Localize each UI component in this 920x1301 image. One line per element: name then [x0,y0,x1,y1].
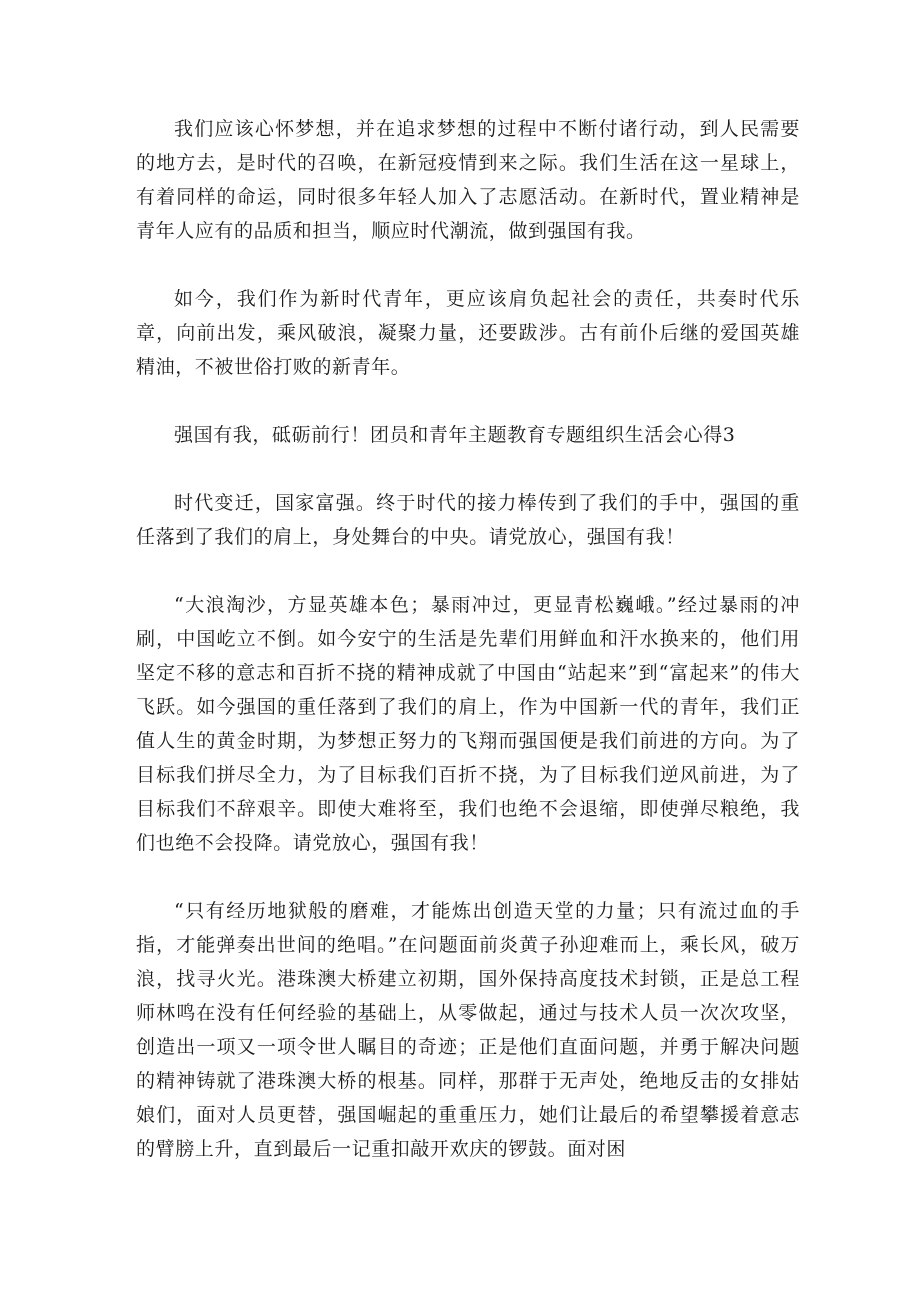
paragraph-4: “大浪淘沙，方显英雄本色；暴雨冲过，更显青松巍峨。”经过暴雨的冲刷，中国屹立不倒。如今安宁的生活是先辈们用鲜血和汗水换来的，他们用坚定不移的意志和百折不挠的精神成就了中国由“站起来”到“富起来”的伟大飞跃。如今强国的重任落到了我们的肩上，作为中国新一代的青年，我们正值人生的黄金时期，为梦想正努力的飞翔而强国便是我们前进的方向。为了目标我们拼尽全力，为了目标我们百折不挠，为了目标我们逆风前进，为了目标我们不辞艰辛。即使大难将至，我们也绝不会退缩，即使弹尽粮绝，我们也绝不会投降。请党放心，强国有我！ [136,594,800,854]
section-heading: 强国有我，砥砺前行！团员和青年主题教育专题组织生活会心得3 [174,424,736,446]
document-body [136,112,800,1200]
paragraph-3: 时代变迁，国家富强。终于时代的接力棒传到了我们的手中，强国的重任落到了我们的肩上，身处舞台的中央。请党放心，强国有我！ [136,492,800,548]
paragraph-2: 如今，我们作为新时代青年，更应该肩负起社会的责任，共奏时代乐章，向前出发，乘风破浪，凝聚力量，还要跋涉。古有前仆后继的爱国英雄精油，不被世俗打败的新青年。 [136,288,800,378]
paragraph-5: “只有经历地狱般的磨难，才能炼出创造天堂的力量；只有流过血的手指，才能弹奏出世间的绝唱。”在问题面前炎黄子孙迎难而上，乘长风，破万浪，找寻火光。港珠澳大桥建立初期，国外保持高度技术封锁，正是总工程师林鸣在没有任何经验的基础上，从零做起，通过与技术人员一次次攻坚，创造出一项又一项令世人瞩目的奇迹；正是他们直面问题，并勇于解决问题的精神铸就了港珠澳大桥的根基。同样，那群于无声处，绝地反击的女排姑娘们，面对人员更替，强国崛起的重重压力，她们让最后的希望攀援着意志的臂膀上升，直到最后一记重扣敲开欢庆的锣鼓。面对困 [136,900,800,1160]
paragraph-1: 我们应该心怀梦想，并在追求梦想的过程中不断付诸行动，到人民需要的地方去，是时代的召唤，在新冠疫情到来之际。我们生活在这一星球上，有着同样的命运，同时很多年轻人加入了志愿活动。在新时代，置业精神是青年人应有的品质和担当，顺应时代潮流，做到强国有我。 [136,118,800,242]
